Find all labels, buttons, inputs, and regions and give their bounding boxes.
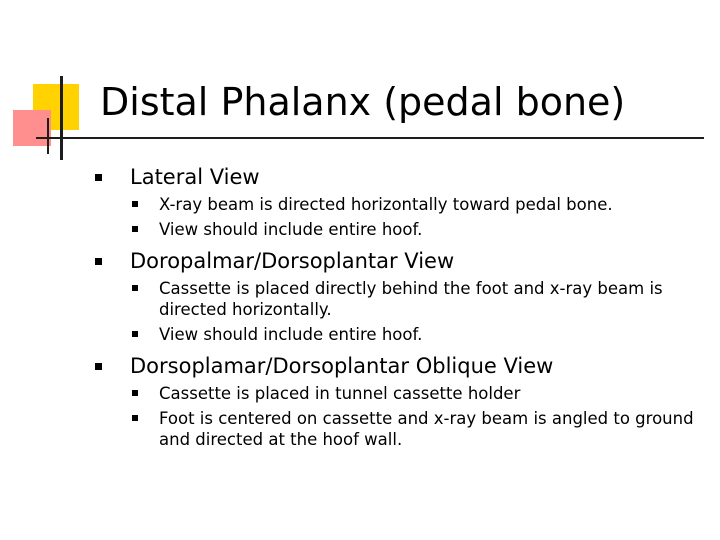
slide-title: Distal Phalanx (pedal bone) (100, 80, 626, 124)
section-heading-text: Doropalmar/Dorsoplantar View (130, 249, 455, 273)
square-bullet-icon (95, 363, 102, 370)
list-item (90, 383, 710, 404)
title-decoration (0, 0, 110, 170)
section-heading-text: Lateral View (130, 165, 260, 189)
section-oblique-view (90, 353, 710, 450)
section-heading (90, 353, 710, 379)
vertical-rule-decoration (60, 76, 63, 160)
square-bullet-icon (132, 285, 138, 291)
title-underline (36, 137, 704, 139)
list-item (90, 278, 710, 320)
section-heading (90, 248, 710, 274)
square-bullet-icon (132, 201, 138, 207)
square-bullet-icon (132, 415, 138, 421)
section-heading-text: Dorsoplamar/Dorsoplantar Oblique View (130, 354, 554, 378)
section-lateral-view (90, 164, 710, 240)
list-item-text: Cassette is placed in tunnel cassette holder (159, 384, 521, 403)
list-item-text: X-ray beam is directed horizontally toward pedal bone. (159, 195, 613, 214)
vertical-rule-small-decoration (47, 118, 49, 154)
red-square-decoration (13, 110, 51, 146)
square-bullet-icon (132, 226, 138, 232)
section-dorsopalmar-view (90, 248, 710, 345)
square-bullet-icon (132, 331, 138, 337)
list-item (90, 219, 710, 240)
square-bullet-icon (95, 174, 102, 181)
list-item (90, 324, 710, 345)
list-item (90, 408, 710, 450)
slide-body (90, 164, 710, 458)
list-item-text: View should include entire hoof. (159, 325, 423, 344)
list-item (90, 194, 710, 215)
list-item-text: Cassette is placed directly behind the foot and x-ray beam is directed horizontally. (159, 279, 663, 319)
square-bullet-icon (95, 258, 102, 265)
square-bullet-icon (132, 390, 138, 396)
list-item-text: Foot is centered on cassette and x-ray beam is angled to ground and directed at the hoof wall. (159, 409, 694, 449)
section-heading (90, 164, 710, 190)
list-item-text: View should include entire hoof. (159, 220, 423, 239)
